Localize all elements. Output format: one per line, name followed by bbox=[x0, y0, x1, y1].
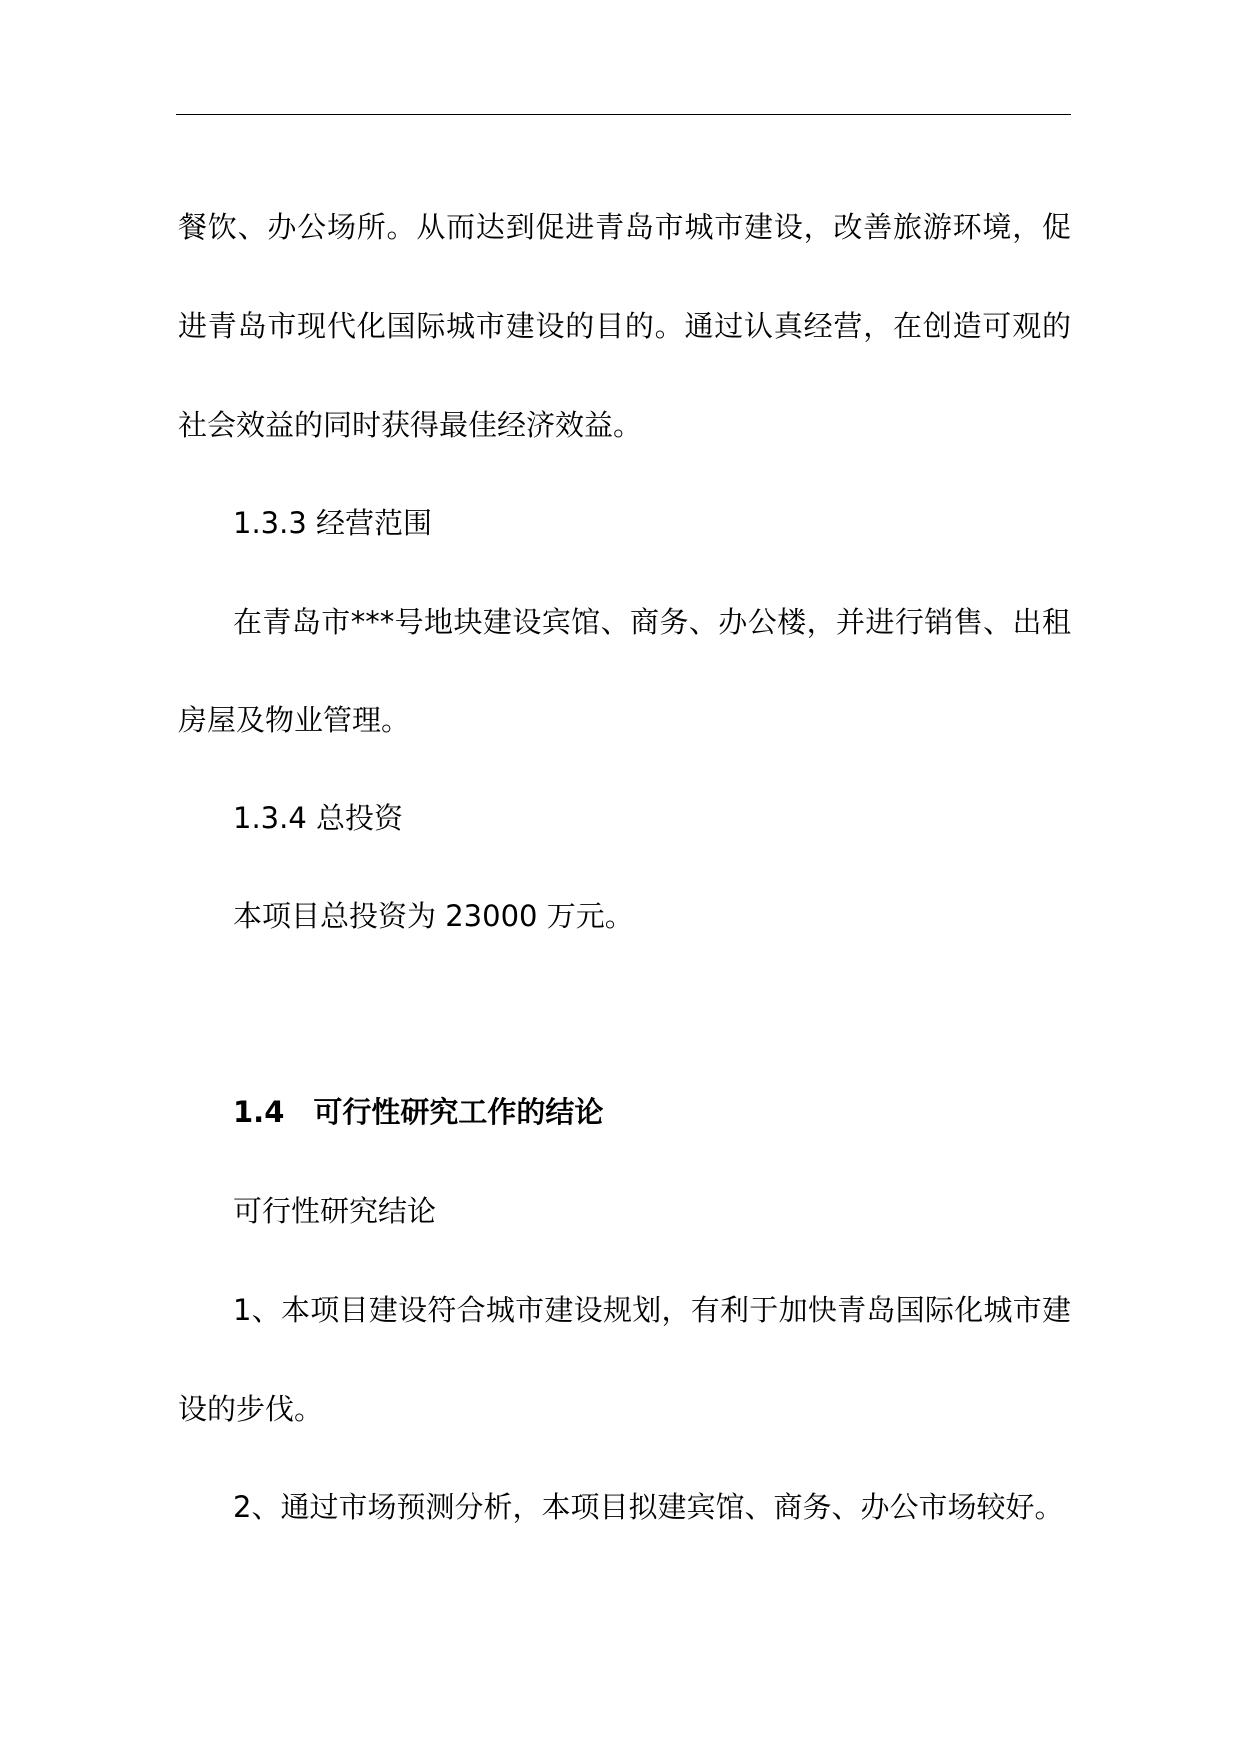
business-scope-line-1: 在青岛市***号地块建设宾馆、商务、办公楼，并进行销售、出租 bbox=[233, 605, 1071, 639]
paragraph-line-1: 餐饮、办公场所。从而达到促进青岛市城市建设，改善旅游环境，促 bbox=[178, 210, 1071, 244]
total-investment-text: 本项目总投资为 23000 万元。 bbox=[233, 899, 634, 933]
conclusion-item-1-line-2: 设的步伐。 bbox=[178, 1392, 324, 1426]
section-heading-1-3-3: 1.3.3 经营范围 bbox=[233, 506, 433, 540]
section-heading-1-4: 1.4 可行性研究工作的结论 bbox=[233, 1095, 604, 1129]
conclusion-item-2: 2、通过市场预测分析，本项目拟建宾馆、商务、办公市场较好。 bbox=[233, 1490, 1064, 1524]
conclusion-item-1-line-1: 1、本项目建设符合城市建设规划，有利于加快青岛国际化城市建 bbox=[233, 1293, 1071, 1327]
header-rule bbox=[176, 114, 1071, 115]
business-scope-line-2: 房屋及物业管理。 bbox=[178, 703, 411, 737]
conclusion-subheading: 可行性研究结论 bbox=[233, 1194, 437, 1228]
paragraph-line-3: 社会效益的同时获得最佳经济效益。 bbox=[178, 408, 643, 442]
section-heading-1-3-4: 1.3.4 总投资 bbox=[233, 801, 404, 835]
paragraph-line-2: 进青岛市现代化国际城市建设的目的。通过认真经营，在创造可观的 bbox=[178, 309, 1071, 343]
